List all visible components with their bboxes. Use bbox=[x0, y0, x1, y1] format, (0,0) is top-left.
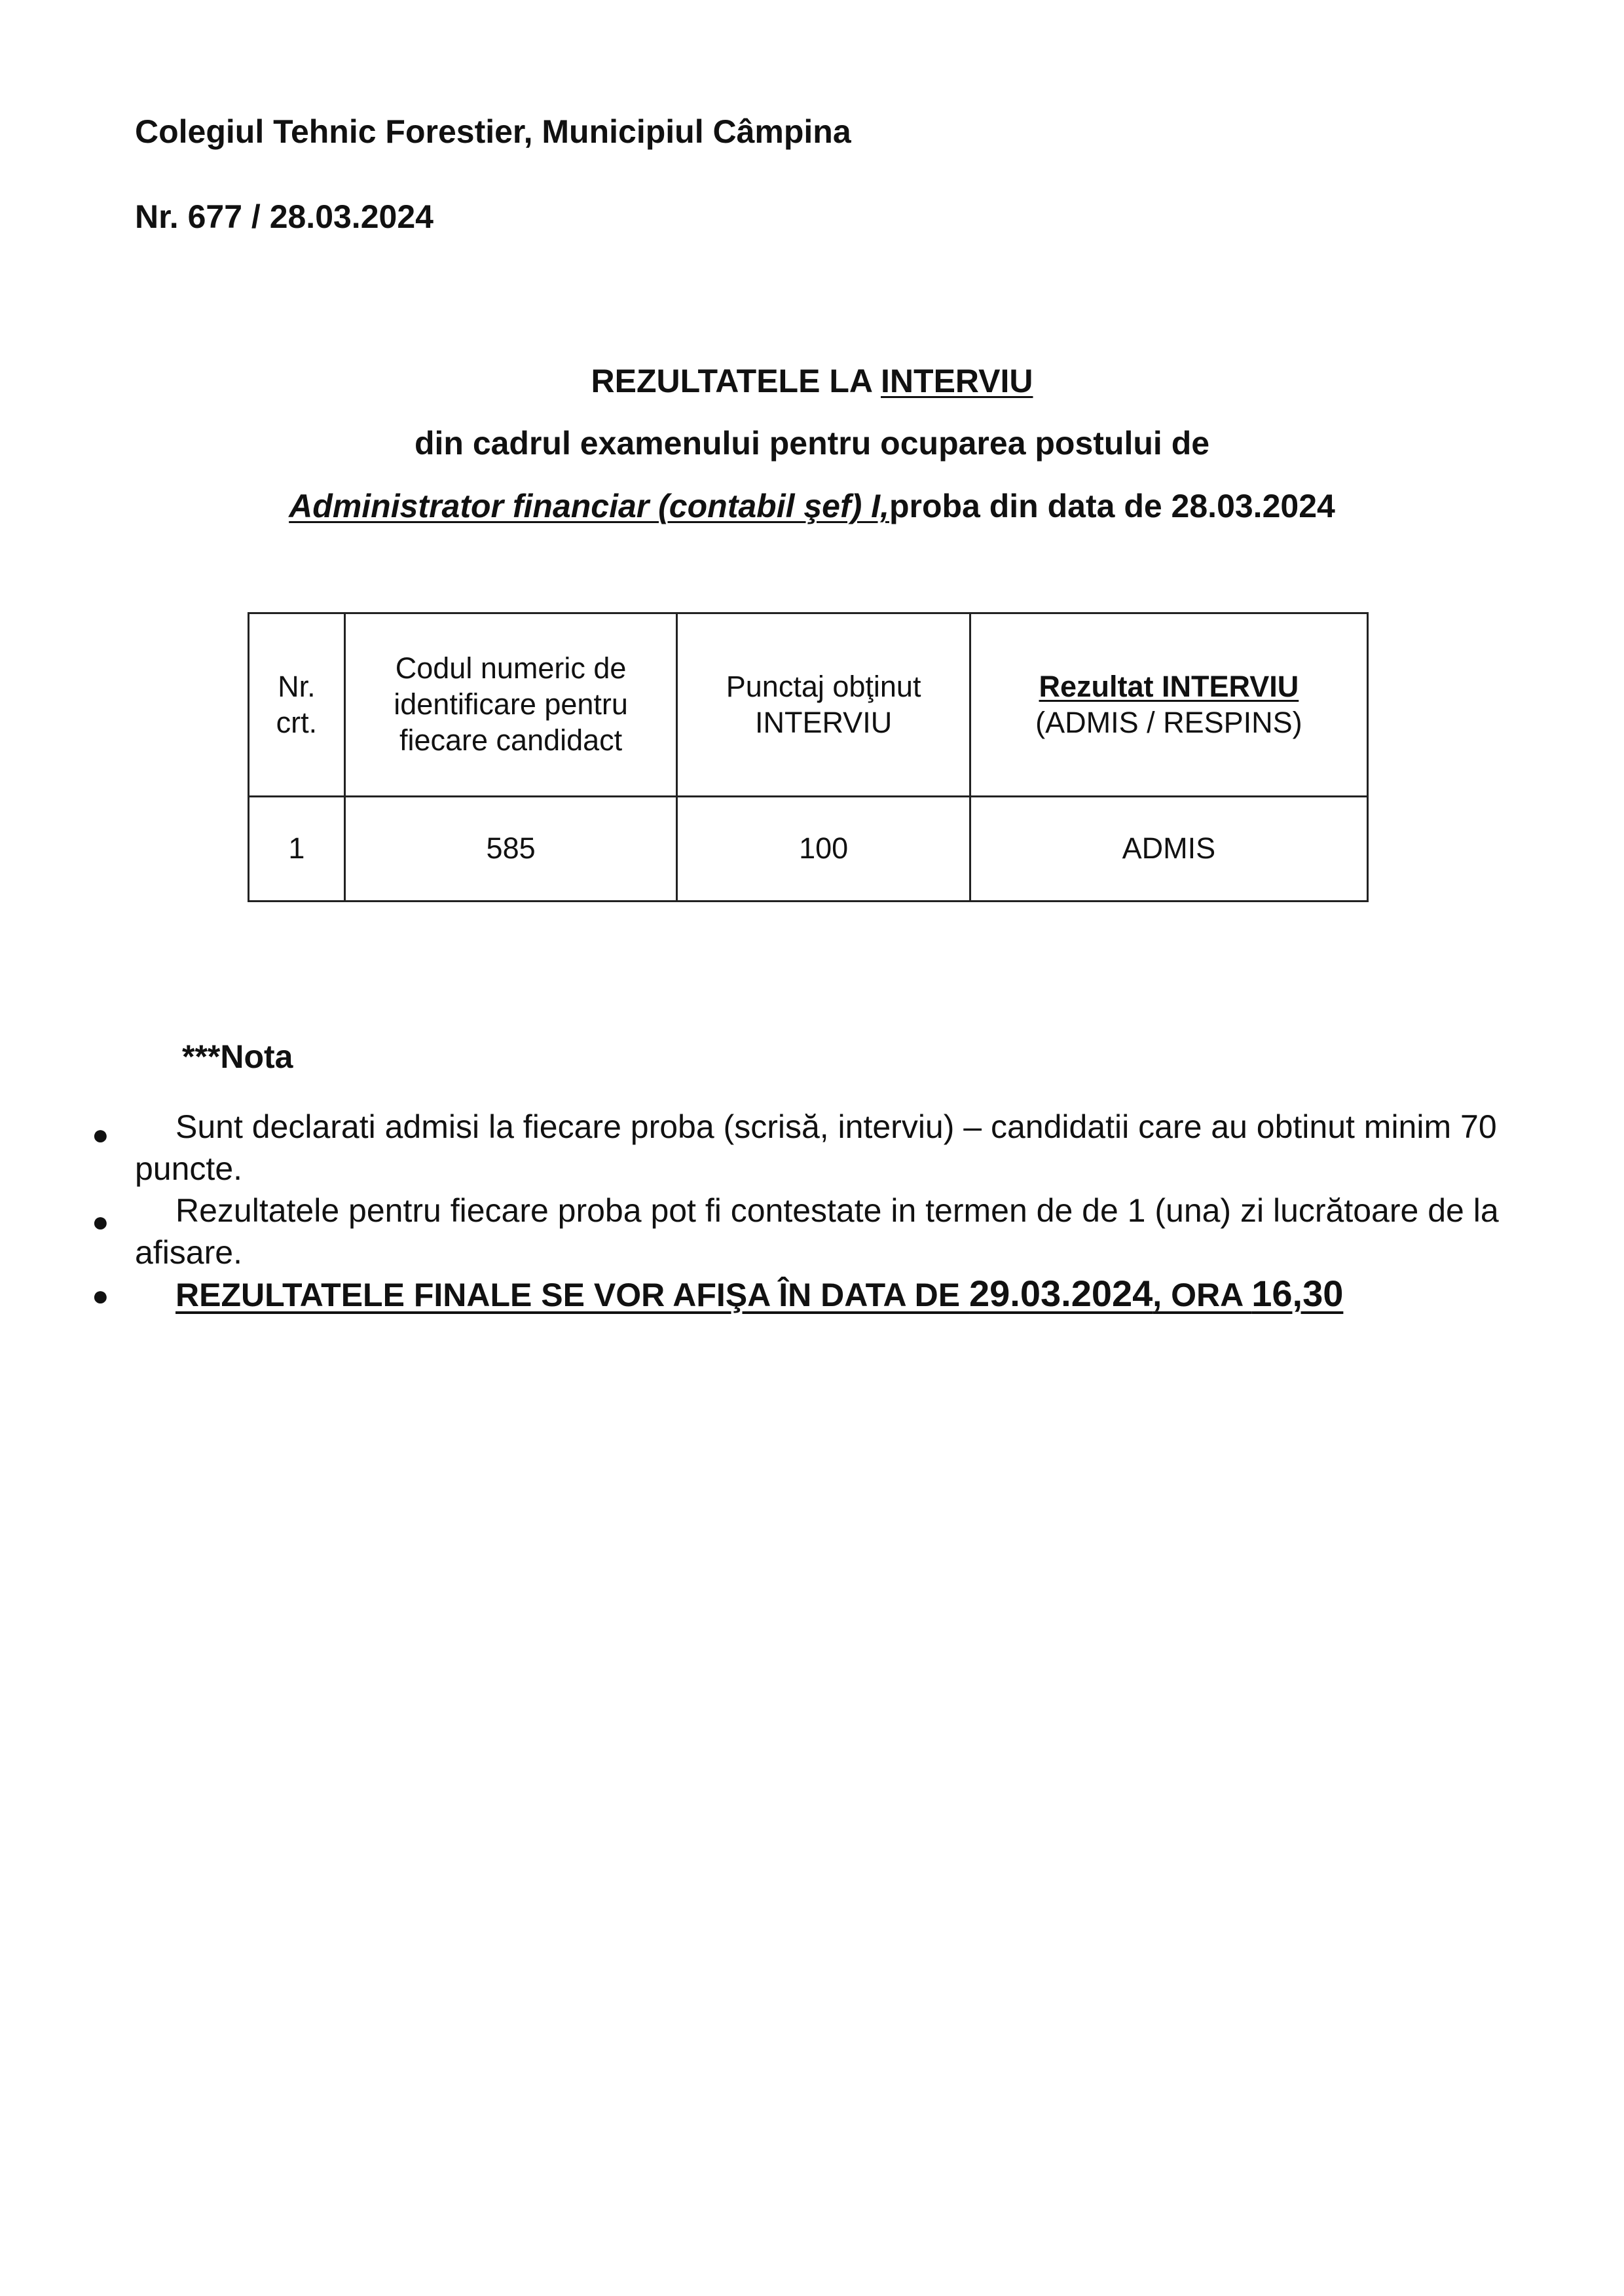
institution-name: Colegiul Tehnic Forestier, Municipiul Câmpina bbox=[135, 113, 851, 150]
bullet-icon: ● bbox=[92, 1280, 109, 1312]
title-prefix: REZULTATELE LA bbox=[591, 363, 881, 399]
registration-number: Nr. 677 / 28.03.2024 bbox=[135, 198, 434, 235]
cell-code: 585 bbox=[344, 797, 677, 902]
final-prefix: REZULTATELE FINALE SE VOR AFIŞA ÎN DATA DE bbox=[175, 1277, 970, 1313]
bullet-icon: ● bbox=[92, 1119, 109, 1151]
final-middle: , ORA bbox=[1153, 1277, 1252, 1313]
cell-score: 100 bbox=[677, 797, 970, 902]
header-result-sub: (ADMIS / RESPINS) bbox=[1035, 705, 1302, 739]
bullet-icon: ● bbox=[92, 1206, 109, 1238]
final-results-note bbox=[135, 1273, 1517, 1316]
header-score-label: Punctaj obţinut INTERVIU bbox=[726, 669, 921, 739]
document-subtitle: din cadrul examenului pentru ocuparea postului de bbox=[414, 425, 1210, 462]
document-title bbox=[0, 362, 1624, 400]
table-header-row bbox=[249, 613, 1368, 797]
table-row bbox=[249, 797, 1368, 902]
header-code-label: Codul numeric de identificare pentru fiecare candidact bbox=[394, 651, 628, 757]
cell-result: ADMIS bbox=[970, 797, 1367, 902]
note-title: ***Nota bbox=[182, 1038, 293, 1075]
cell-nr: 1 bbox=[249, 797, 345, 902]
final-date: 29.03.2024 bbox=[969, 1273, 1153, 1314]
note-item: Rezultatele pentru fiecare proba pot fi contestate in termen de de 1 (una) zi lucrătoare de la afisare. bbox=[135, 1192, 1499, 1271]
results-table bbox=[248, 612, 1369, 902]
header-nr bbox=[249, 613, 345, 797]
position-suffix: proba din data de 28.03.2024 bbox=[889, 488, 1335, 524]
header-code bbox=[344, 613, 677, 797]
header-result-label: Rezultat INTERVIU bbox=[1039, 669, 1299, 703]
title-emphasis: INTERVIU bbox=[881, 363, 1033, 399]
position-line bbox=[0, 487, 1624, 525]
position-name: Administrator financiar (contabil şef) I, bbox=[289, 488, 889, 524]
final-time: 16,30 bbox=[1251, 1273, 1344, 1314]
header-result bbox=[970, 613, 1367, 797]
note-item: Sunt declarati admisi la fiecare proba (scrisă, interviu) – candidatii care au obtinut minim 70 puncte. bbox=[135, 1108, 1497, 1187]
header-score bbox=[677, 613, 970, 797]
header-nr-label: Nr. crt. bbox=[276, 669, 318, 739]
